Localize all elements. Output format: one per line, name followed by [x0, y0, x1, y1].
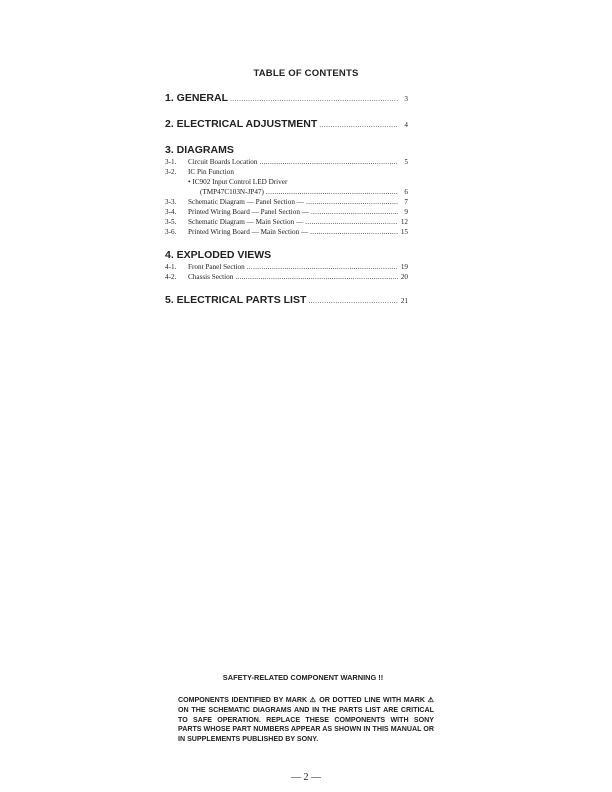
dot-leader: [259, 157, 398, 167]
item-label: Printed Wiring Board — Main Section —: [188, 228, 309, 236]
dot-leader: [311, 207, 398, 217]
item-number: 3-3.: [165, 198, 177, 206]
item-label: • IC902 Input Control LED Driver: [188, 178, 288, 186]
page-number: 5: [404, 158, 408, 166]
item-label: (TMP47C103N-JP47): [200, 188, 264, 196]
toc-heading-diagrams[interactable]: 3. DIAGRAMS: [165, 144, 234, 156]
item-number: 3-6.: [165, 228, 177, 236]
dot-leader: [305, 217, 398, 227]
page-number: 15: [400, 228, 408, 236]
item-number: 3-4.: [165, 208, 177, 216]
dot-leader: [230, 93, 398, 106]
page-footer: — 2 —: [291, 772, 321, 783]
toc-entry-electrical-parts-list[interactable]: [165, 294, 408, 308]
toc-subentry-4-2[interactable]: [165, 272, 408, 282]
toc-entry-electrical-adjustment[interactable]: [165, 118, 408, 132]
page-number: 9: [404, 208, 408, 216]
page-number: 21: [400, 297, 408, 305]
toc-subentry-3-5[interactable]: [165, 217, 408, 227]
item-label: Circuit Boards Location: [188, 158, 258, 166]
section-title: 2. ELECTRICAL ADJUSTMENT: [165, 118, 318, 130]
toc-subentry-3-4[interactable]: [165, 207, 408, 217]
page-number: 4: [404, 121, 408, 129]
page-number: 6: [404, 188, 408, 196]
dot-leader: [310, 227, 398, 237]
toc-title: TABLE OF CONTENTS: [253, 68, 359, 79]
item-label: IC Pin Function: [188, 168, 234, 176]
item-number: 3-1.: [165, 158, 177, 166]
item-label: Chassis Section: [188, 273, 234, 281]
dot-leader: [306, 197, 398, 207]
warning-title: SAFETY-RELATED COMPONENT WARNING !!: [222, 673, 384, 682]
page-number: 19: [400, 263, 408, 271]
toc-subentry-ic902-part[interactable]: [165, 187, 408, 197]
dot-leader: [308, 295, 398, 308]
item-label: Printed Wiring Board — Panel Section —: [188, 208, 309, 216]
dot-leader: [319, 119, 398, 132]
safety-warning: [178, 673, 434, 745]
toc-subentry-3-3[interactable]: [165, 197, 408, 207]
item-number: 3-2.: [165, 168, 177, 176]
item-label: Schematic Diagram — Main Section —: [188, 218, 304, 226]
table-of-contents: [165, 92, 408, 308]
page-number: 7: [404, 198, 408, 206]
item-label: Schematic Diagram — Panel Section —: [188, 198, 304, 206]
page-number: 3: [404, 95, 408, 103]
toc-heading-exploded-views[interactable]: 4. EXPLODED VIEWS: [165, 249, 272, 261]
dot-leader: [266, 187, 398, 197]
item-number: 3-5.: [165, 218, 177, 226]
toc-subentry-4-1[interactable]: [165, 262, 408, 272]
item-number: 4-2.: [165, 273, 177, 281]
page-number: 12: [400, 218, 408, 226]
item-number: 4-1.: [165, 263, 177, 271]
dot-leader: [235, 272, 398, 282]
warning-body: COMPONENTS IDENTIFIED BY MARK ⚠ OR DOTTED LINE WITH MARK ⚠ ON THE SCHEMATIC DIAGRAMS AND IN THE PARTS LIST ARE CRITICAL TO SAFE OPERATION. REPLACE THESE COMPONENTS WITH SONY PARTS WHOSE PART NUMBERS APPEAR AS SHOWN IN THIS MANUAL OR IN SUPPLEMENTS PUBLISHED BY SONY.: [178, 696, 434, 744]
toc-subentry-3-6[interactable]: [165, 227, 408, 237]
dot-leader: [247, 262, 398, 272]
item-label: Front Panel Section: [188, 263, 245, 271]
toc-subentry-ic902[interactable]: [165, 177, 408, 187]
toc-subentry-3-1[interactable]: [165, 157, 408, 167]
toc-entry-general[interactable]: [165, 92, 408, 106]
toc-subentry-3-2[interactable]: [165, 167, 408, 177]
section-title: 1. GENERAL: [165, 92, 229, 104]
section-title: 5. ELECTRICAL PARTS LIST: [165, 294, 307, 306]
page-number: 20: [400, 273, 408, 281]
